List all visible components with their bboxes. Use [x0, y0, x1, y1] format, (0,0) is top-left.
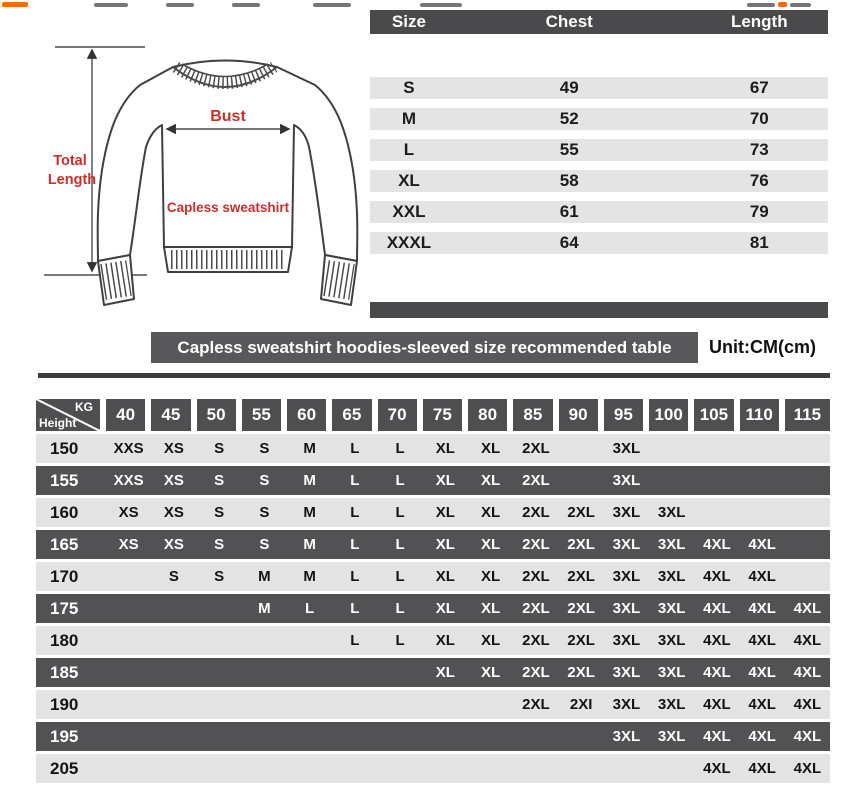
size-cell: 4XL: [748, 728, 776, 745]
size-cell: XL: [481, 536, 501, 553]
size-cell: XS: [163, 504, 184, 521]
size-cell: 3XL: [657, 696, 686, 713]
weight-header-105: 105: [694, 399, 739, 431]
size-cell: S: [214, 568, 225, 585]
weight-header-95: 95: [604, 399, 649, 431]
size-cell: 2XL: [567, 632, 595, 649]
size-table-row: [370, 170, 828, 192]
size-cell: XL: [435, 440, 455, 457]
matrix-row-height-155: [36, 466, 830, 495]
size-cell: L: [395, 600, 405, 617]
matrix-row-height-165: [36, 530, 830, 559]
height-label: 195: [50, 726, 79, 746]
size-cell: 4XL: [703, 696, 731, 713]
size-cell: 4XL: [703, 664, 731, 681]
size-cell: M: [303, 440, 316, 457]
size-table-header-chest: Chest: [545, 12, 593, 31]
size-cell: 4XL: [703, 600, 731, 617]
height-label: 180: [50, 630, 79, 650]
size-cell: M: [258, 600, 271, 617]
matrix-header-row: [36, 399, 830, 431]
size-cell: XL: [435, 504, 455, 521]
banner-row: [36, 332, 830, 363]
size-table-cell: XXL: [392, 202, 426, 221]
size-cell: S: [214, 536, 225, 553]
size-cell: 4XL: [703, 568, 731, 585]
size-cell: 3XL: [612, 664, 641, 681]
weight-header-50: 50: [197, 399, 242, 431]
size-table-body: [370, 77, 828, 254]
size-cell: XXS: [113, 472, 144, 489]
size-table-cell: 61: [559, 202, 579, 221]
tab-text-fragment: [232, 3, 260, 7]
size-cell: XXS: [113, 440, 144, 457]
size-cell: 3XL: [657, 568, 686, 585]
size-cell: L: [395, 472, 405, 489]
size-cell: 3XL: [612, 568, 641, 585]
weight-header-85: 85: [513, 399, 558, 431]
size-cell: 4XL: [793, 600, 822, 617]
size-cell: 4XL: [748, 760, 776, 777]
matrix-body: [36, 434, 830, 783]
size-cell: 4XL: [748, 536, 776, 553]
size-cell: 3XL: [657, 664, 686, 681]
size-cell: 4XL: [703, 728, 731, 745]
size-cell: L: [350, 472, 360, 489]
size-cell: 3XL: [612, 472, 641, 489]
size-cell: 4XL: [703, 760, 731, 777]
size-cell: 4XL: [793, 760, 822, 777]
matrix-row-height-160: [36, 498, 830, 527]
size-cell: 2XL: [567, 664, 595, 681]
tab-text-fragment: [166, 3, 194, 7]
size-cell: XL: [435, 568, 455, 585]
size-table-row: [370, 77, 828, 99]
size-table-cell: XXXL: [386, 233, 432, 252]
total-length-label-line2: Length: [47, 172, 97, 188]
size-table-cell: 76: [749, 171, 769, 190]
size-table-cell: M: [401, 109, 417, 128]
weight-header-80: 80: [468, 399, 513, 431]
height-label: 190: [50, 694, 79, 714]
matrix-row-height-150: [36, 434, 830, 463]
size-cell: L: [350, 632, 360, 649]
size-cell: 3XL: [657, 728, 686, 745]
size-cell: 2XL: [522, 664, 550, 681]
size-table-cell: 67: [749, 78, 769, 97]
size-cell: XL: [435, 664, 455, 681]
size-cell: 2XL: [522, 440, 550, 457]
size-cell: L: [395, 504, 405, 521]
size-cell: S: [259, 472, 270, 489]
size-cell: 4XL: [793, 664, 822, 681]
height-label: 155: [50, 470, 79, 490]
size-cell: M: [303, 504, 316, 521]
size-cell: 4XL: [748, 632, 776, 649]
size-table-cell: S: [403, 78, 415, 97]
size-cell: L: [350, 536, 360, 553]
matrix-row-height-170: [36, 562, 830, 591]
size-cell: 2XL: [567, 600, 595, 617]
weight-header-65: 65: [332, 399, 377, 431]
weight-header-55: 55: [242, 399, 287, 431]
matrix-row-height-180: [36, 626, 830, 655]
size-table-cell: 55: [559, 140, 579, 159]
matrix-row-height-190: [36, 690, 830, 719]
size-cell: 2XL: [522, 536, 550, 553]
matrix-corner-cell: [36, 399, 106, 431]
size-table-cell: 81: [749, 233, 769, 252]
size-cell: 3XL: [612, 728, 641, 745]
size-table-header-size: Size: [391, 12, 426, 31]
size-cell: XL: [435, 632, 455, 649]
size-cell: 4XL: [703, 632, 731, 649]
matrix-row-height-175: [36, 594, 830, 623]
corner-height-label: Height: [39, 416, 77, 430]
height-label: 175: [50, 598, 79, 618]
size-cell: 2XL: [567, 568, 595, 585]
size-cell: 3XL: [657, 600, 686, 617]
size-cell: L: [350, 568, 360, 585]
size-table-header-length: Length: [730, 12, 788, 31]
size-recommendation-matrix: [36, 399, 830, 786]
size-cell: 3XL: [612, 632, 641, 649]
size-cell: 4XL: [703, 536, 731, 553]
size-cell: S: [259, 504, 270, 521]
size-cell: 3XL: [657, 632, 686, 649]
size-cell: S: [214, 440, 225, 457]
size-table-header: [370, 10, 828, 34]
size-table-cell: 64: [559, 233, 579, 252]
size-cell: 4XL: [793, 632, 822, 649]
tab-text-fragment: [790, 3, 811, 7]
height-label: 165: [50, 534, 79, 554]
tab-text-fragment: [420, 3, 462, 7]
weight-header-60: 60: [287, 399, 332, 431]
size-cell: 3XL: [657, 536, 686, 553]
hem-band: [164, 247, 292, 272]
size-table-cell: L: [403, 140, 415, 159]
weight-header-40: 40: [106, 399, 151, 431]
bust-label: Bust: [210, 108, 246, 125]
size-cell: 2XL: [522, 632, 550, 649]
size-cell: XL: [481, 440, 501, 457]
unit-label: Unit:CM(cm): [709, 337, 816, 357]
size-cell: S: [214, 504, 225, 521]
height-label: 205: [50, 758, 79, 778]
size-cell: L: [395, 440, 405, 457]
size-cell: 2XI: [569, 696, 593, 713]
size-cell: 3XL: [612, 600, 641, 617]
size-cell: XS: [163, 536, 184, 553]
size-cell: XL: [435, 472, 455, 489]
size-cell: 3XL: [612, 504, 641, 521]
size-cell: 4XL: [748, 568, 776, 585]
size-cell: XS: [118, 536, 139, 553]
tab-text-fragment: [94, 3, 128, 7]
total-length-label-line1: Total: [53, 153, 87, 169]
size-cell: S: [259, 536, 270, 553]
size-cell: 2XL: [522, 504, 550, 521]
size-cell: M: [303, 568, 316, 585]
divider-line: [38, 373, 830, 378]
size-cell: S: [168, 568, 179, 585]
size-cell: 4XL: [748, 600, 776, 617]
size-table-cell: 70: [749, 109, 769, 128]
size-cell: 3XL: [612, 536, 641, 553]
size-cell: L: [395, 536, 405, 553]
sweatshirt-measurement-diagram: [30, 25, 360, 315]
size-cell: M: [303, 536, 316, 553]
size-cell: XL: [481, 632, 501, 649]
size-cell: L: [350, 600, 360, 617]
size-cell: L: [395, 632, 405, 649]
weight-header-75: 75: [423, 399, 468, 431]
size-cell: 2XL: [567, 536, 595, 553]
size-cell: 2XL: [522, 600, 550, 617]
size-cell: 4XL: [748, 696, 776, 713]
height-label: 150: [50, 438, 79, 458]
size-cell: 2XL: [567, 504, 595, 521]
tab-text-fragment: [778, 2, 787, 7]
size-cell: L: [305, 600, 315, 617]
size-cell: M: [258, 568, 271, 585]
size-cell: 3XL: [612, 440, 641, 457]
size-table-cell: XL: [398, 171, 420, 190]
size-table-cell: 73: [749, 140, 769, 159]
sweatshirt-outline: [98, 61, 358, 262]
size-cell: M: [303, 472, 316, 489]
weight-header-115: 115: [785, 399, 830, 431]
matrix-row-height-195: [36, 722, 830, 751]
size-cell: 4XL: [793, 696, 822, 713]
size-cell: XL: [481, 472, 501, 489]
size-table-row: [370, 139, 828, 161]
size-table-cell: 52: [559, 109, 579, 128]
weight-header-100: 100: [649, 399, 694, 431]
tab-text-fragment: [747, 3, 775, 7]
recommended-table-banner: Capless sweatshirt hoodies-sleeved size recommended table: [151, 332, 698, 363]
size-cell: XL: [481, 664, 501, 681]
garment-label: Capless sweatshirt: [166, 200, 290, 215]
size-cell: XS: [163, 440, 184, 457]
height-label: 185: [50, 662, 79, 682]
size-cell: 2XL: [522, 472, 550, 489]
corner-kg-label: KG: [75, 400, 93, 414]
size-cell: S: [259, 440, 270, 457]
size-cell: L: [350, 440, 360, 457]
size-table-row: [370, 108, 828, 130]
weight-header-90: 90: [559, 399, 604, 431]
top-tab-bar-clipped: [0, 0, 847, 9]
size-table-cell: 58: [559, 171, 579, 190]
tab-text-fragment: [2, 2, 28, 7]
height-label: 170: [50, 566, 79, 586]
size-cell: 2XL: [522, 696, 550, 713]
size-table-row: [370, 201, 828, 223]
matrix-row-height-185: [36, 658, 830, 687]
size-cell: XL: [481, 504, 501, 521]
matrix-row-height-205: [36, 754, 830, 783]
size-table-cell: 49: [559, 78, 579, 97]
size-cell: S: [214, 472, 225, 489]
size-cell: 4XL: [748, 664, 776, 681]
size-cell: 3XL: [612, 696, 641, 713]
size-cell: XL: [481, 568, 501, 585]
size-cell: XS: [163, 472, 184, 489]
weight-header-110: 110: [740, 399, 785, 431]
size-table-cell: 79: [749, 202, 769, 221]
size-table: [370, 10, 828, 318]
size-cell: 3XL: [657, 504, 686, 521]
size-cell: XS: [118, 504, 139, 521]
size-cell: XL: [435, 536, 455, 553]
size-table-row: [370, 232, 828, 254]
size-cell: L: [350, 504, 360, 521]
weight-header-70: 70: [378, 399, 423, 431]
size-cell: L: [395, 568, 405, 585]
tab-text-fragment: [313, 3, 351, 7]
size-cell: XL: [435, 600, 455, 617]
weight-header-45: 45: [151, 399, 196, 431]
size-cell: XL: [481, 600, 501, 617]
size-cell: 4XL: [793, 728, 822, 745]
height-label: 160: [50, 502, 79, 522]
size-table-footer-bar: [370, 302, 828, 318]
size-cell: 2XL: [522, 568, 550, 585]
